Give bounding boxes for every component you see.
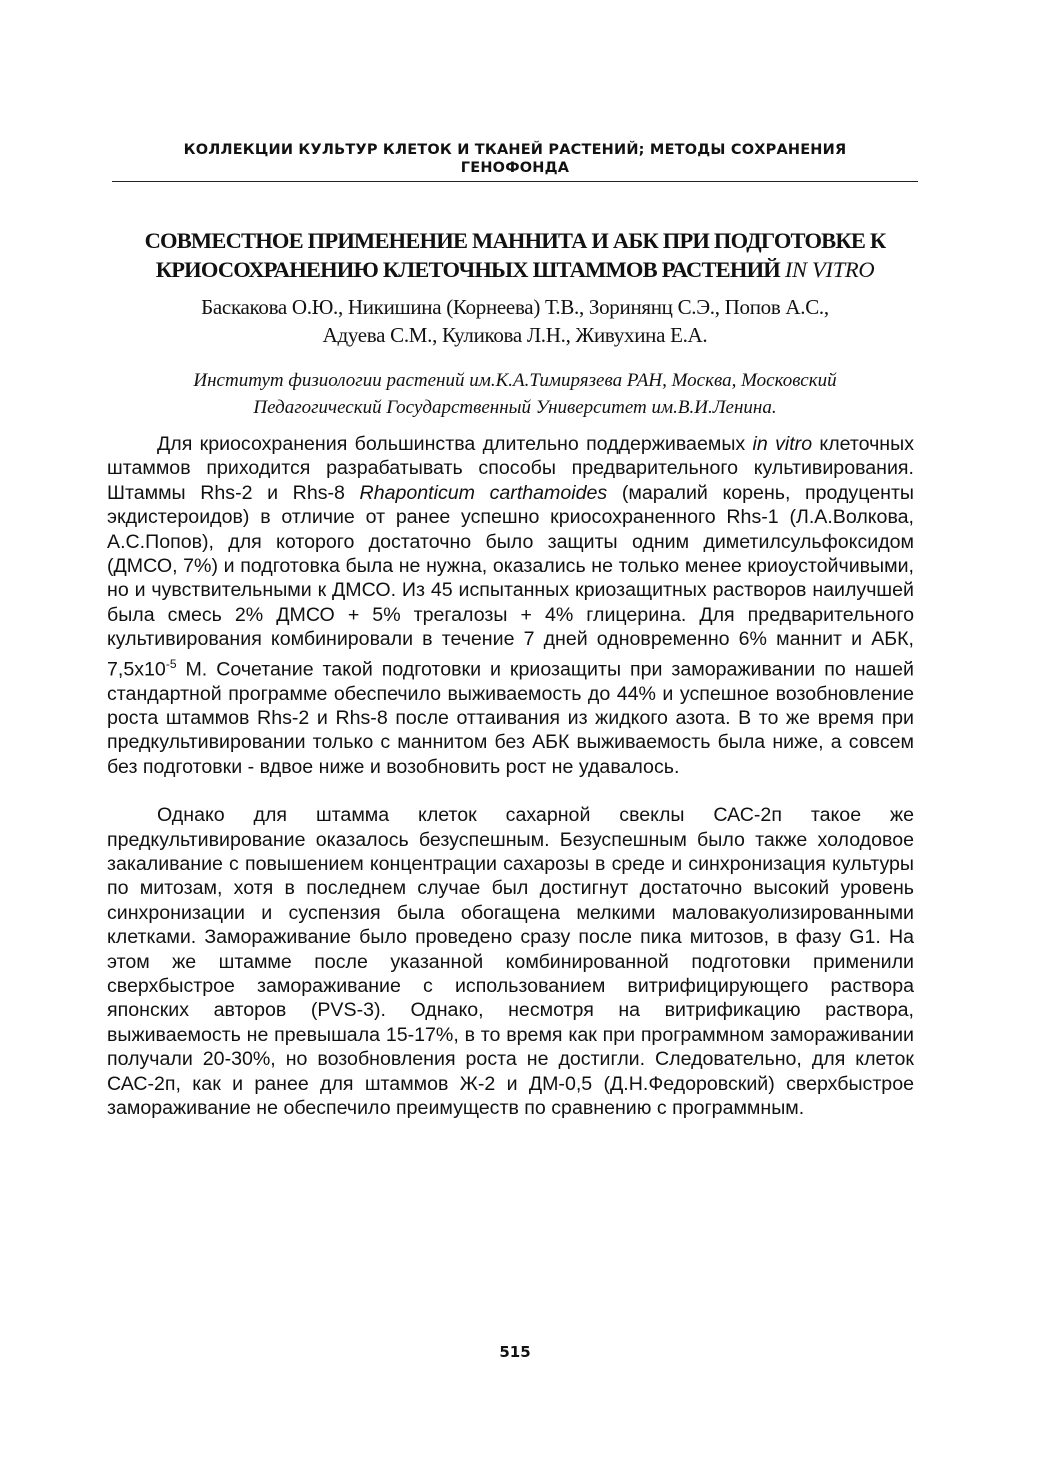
p1-exponent: -5 bbox=[165, 656, 177, 671]
title-in-vitro: IN VITRO bbox=[784, 257, 875, 282]
p1-text-c: (маралий корень, продуценты экдистероидов) в отличие от ранее успешно криосохраненного Rhs-1 (Л.А.Волкова, А.С.Попов), для которого достаточно было защиты одним диметилсульфоксидом (ДМСО, 7%) и подготовка была не нужна, оказались не только менее криоустойчивыми, но и чувствительными к ДМСО. Из 45 испытанных криозащитных растворов наилучшей была смесь 2% ДМСО + 5% трегалозы + 4% глицерина. Для предварительного культивирования комбинировали в течение 7 дней одновременно 6% маннит и АБК, 7,5x10 bbox=[107, 481, 915, 681]
p1-text-a: Для криосохранения большинства длительно поддерживаемых bbox=[157, 433, 753, 455]
running-header bbox=[112, 141, 918, 177]
affiliation bbox=[112, 367, 918, 421]
title-line-2-text: КРИОСОХРАНЕНИЮ КЛЕТОЧНЫХ ШТАММОВ РАСТЕНИЙ bbox=[155, 257, 780, 282]
affiliation-line-1: Институт физиологии растений им.К.А.Тимирязева РАН, Москва, Московский bbox=[193, 370, 837, 391]
authors bbox=[112, 293, 918, 349]
p1-text-d: М. Сочетание такой подготовки и криозащиты при замораживании по нашей стандартной программе обеспечило выживаемость до 44% и успешное возобновление роста штаммов Rhs-2 и Rhs-8 после оттаивания из жидкого азота. В то же время при предкультивировании только с маннитом без АБК выживаемость была ниже, а совсем без подготовки - вдвое ниже и возобновить рост не удавалось. bbox=[107, 658, 914, 778]
running-header-line-1: КОЛЛЕКЦИИ КУЛЬТУР КЛЕТОК И ТКАНЕЙ РАСТЕНИЙ; МЕТОДЫ СОХРАНЕНИЯ bbox=[183, 142, 847, 158]
p1-text-b: клеточных штаммов приходится разрабатывать способы предварительного культивирования. Штаммы Rhs-2 и Rhs-8 bbox=[107, 433, 915, 504]
header-rule bbox=[112, 181, 918, 182]
authors-line-2: Адуева С.М., Куликова Л.Н., Живухина Е.А. bbox=[322, 323, 708, 347]
title-line-2 bbox=[112, 255, 918, 284]
affiliation-line-2: Педагогический Государственный Университет им.В.И.Ленина. bbox=[253, 397, 777, 418]
page-number: 515 bbox=[499, 1343, 531, 1361]
paragraph-1 bbox=[107, 432, 914, 779]
running-header-line-2: ГЕНОФОНДА bbox=[460, 160, 570, 176]
paragraph-2: Однако для штамма клеток сахарной свеклы САС-2п такое же предкультивирование оказалось безуспешным. Безуспешным было также холодовое закаливание с повышением концентрации сахарозы в среде и синхронизация культуры по митозам, хотя в последнем случае был достигнут достаточно высокий уровень синхронизации и суспензия была обогащена мелкими маловакуолизированными клетками. Замораживание было проведено сразу после пика митозов, в фазу G1. На этом же штамме после указанной комбинированной подготовки применили сверхбыстрое замораживание с использованием витрифицирующего раствора японских авторов (PVS-3). Однако, несмотря на витрификацию раствора, выживаемость не превышала 15-17%, в то время как при программном замораживании получали 20-30%, но возобновления роста не достигли. Следовательно, для клеток САС-2п, как и ранее для штаммов Ж-2 и ДМ-0,5 (Д.Н.Федоровский) сверхбыстрое замораживание не обеспечило преимуществ по сравнению с программным. bbox=[107, 804, 914, 1120]
p1-in-vitro: in vitro bbox=[752, 433, 813, 455]
authors-line-1: Баскакова О.Ю., Никишина (Корнеева) Т.В., Зоринянц С.Э., Попов А.С., bbox=[201, 295, 829, 319]
article-title bbox=[112, 226, 918, 284]
article-body bbox=[107, 432, 914, 1121]
title-line-1: СОВМЕСТНОЕ ПРИМЕНЕНИЕ МАННИТА И АБК ПРИ ПОДГОТОВКЕ К bbox=[144, 228, 886, 253]
p1-species-name: Rhaponticum carthamoides bbox=[359, 481, 608, 504]
